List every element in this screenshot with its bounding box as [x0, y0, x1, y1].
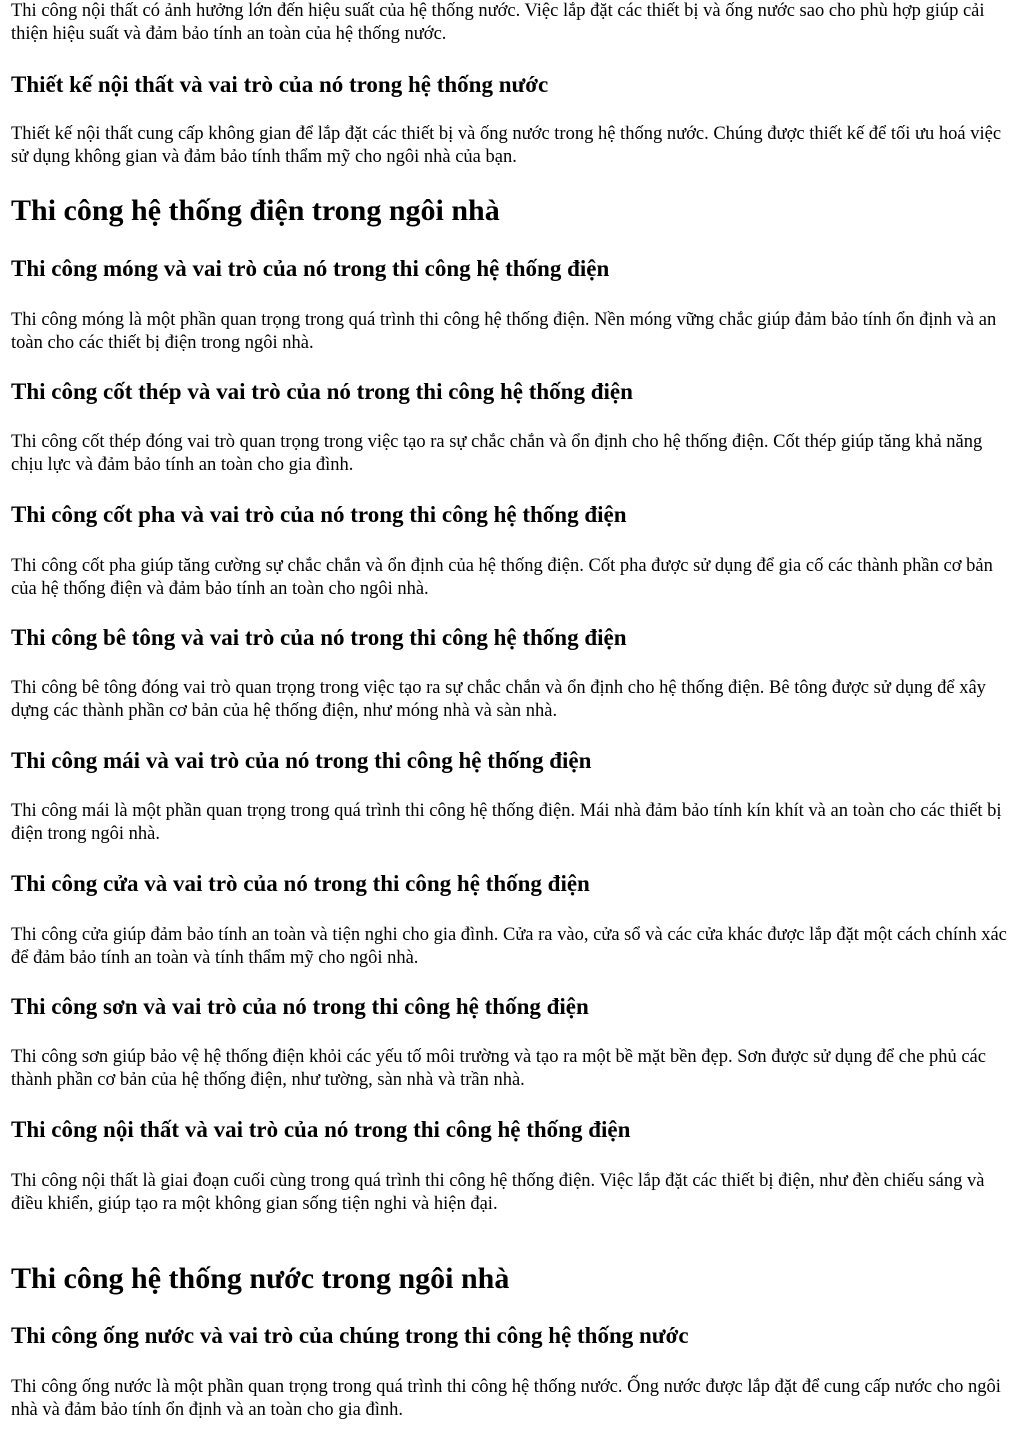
water-pipe-heading: Thi công ống nước và vai trò của chúng trong thi công hệ thống nước: [11, 1323, 689, 1348]
water-section-title: Thi công hệ thống nước trong ngôi nhà: [11, 1262, 510, 1295]
electrical-concrete-heading: Thi công bê tông và vai trò của nó trong thi công hệ thống điện: [11, 625, 627, 650]
electrical-interior-paragraph: Thi công nội thất là giai đoạn cuối cùng trong quá trình thi công hệ thống điện. Việc lắp đặt các thiết bị điện, như đèn chiếu sáng và điều khiển, giúp tạo ra một không gian sống tiện nghi và hiện đại.: [11, 1171, 985, 1214]
electrical-formwork-paragraph: Thi công cốt pha giúp tăng cường sự chắc chắn và ổn định của hệ thống điện. Cốt pha được sử dụng để gia cố các thành phần cơ bản của hệ thống điện và đảm bảo tính an toàn cho ngôi nhà.: [11, 556, 993, 599]
electrical-rebar-paragraph: Thi công cốt thép đóng vai trò quan trọng trong việc tạo ra sự chắc chắn và ổn định cho hệ thống điện. Cốt thép giúp tăng khả năng chịu lực và đảm bảo tính an toàn cho gia đình.: [11, 432, 983, 475]
electrical-roof-heading: Thi công mái và vai trò của nó trong thi công hệ thống điện: [11, 748, 592, 773]
electrical-rebar-heading: Thi công cốt thép và vai trò của nó trong thi công hệ thống điện: [11, 379, 633, 404]
electrical-interior-heading: Thi công nội thất và vai trò của nó trong thi công hệ thống điện: [11, 1117, 631, 1142]
intro-paragraph: Thi công nội thất có ảnh hưởng lớn đến hiệu suất của hệ thống nước. Việc lắp đặt các thiết bị và ống nước sao cho phù hợp giúp cải thiện hiệu suất và đảm bảo tính an toàn của hệ thống nước.: [11, 1, 985, 44]
electrical-concrete-paragraph: Thi công bê tông đóng vai trò quan trọng trong việc tạo ra sự chắc chắn và ổn định cho hệ thống điện. Bê tông được sử dụng để xây dựng các thành phần cơ bản của hệ thống điện, như móng nhà và sàn nhà.: [11, 678, 986, 721]
water-pipe-paragraph: Thi công ống nước là một phần quan trọng trong quá trình thi công hệ thống nước. Ống nước được lắp đặt để cung cấp nước cho ngôi nhà và đảm bảo tính ổn định và an toàn cho gia đình.: [11, 1377, 1001, 1420]
electrical-roof-paragraph: Thi công mái là một phần quan trọng trong quá trình thi công hệ thống điện. Mái nhà đảm bảo tính kín khít và an toàn cho các thiết bị điện trong ngôi nhà.: [11, 801, 1002, 844]
electrical-foundation-heading: Thi công móng và vai trò của nó trong thi công hệ thống điện: [11, 256, 610, 281]
electrical-section-title: Thi công hệ thống điện trong ngôi nhà: [11, 194, 500, 227]
interior-design-heading: Thiết kế nội thất và vai trò của nó trong hệ thống nước: [11, 72, 549, 97]
electrical-paint-paragraph: Thi công sơn giúp bảo vệ hệ thống điện khỏi các yếu tố môi trường và tạo ra một bề mặt bền đẹp. Sơn được sử dụng để che phủ các thành phần cơ bản của hệ thống điện, như tường, sàn nhà và trần nhà.: [11, 1047, 986, 1090]
electrical-door-heading: Thi công cửa và vai trò của nó trong thi công hệ thống điện: [11, 871, 590, 896]
electrical-door-paragraph: Thi công cửa giúp đảm bảo tính an toàn và tiện nghi cho gia đình. Cửa ra vào, cửa sổ và các cửa khác được lắp đặt một cách chính xác để đảm bảo tính an toàn và tính thẩm mỹ cho ngôi nhà.: [11, 925, 1007, 968]
electrical-foundation-paragraph: Thi công móng là một phần quan trọng trong quá trình thi công hệ thống điện. Nền móng vững chắc giúp đảm bảo tính ổn định và an toàn cho các thiết bị điện trong ngôi nhà.: [11, 310, 997, 353]
electrical-formwork-heading: Thi công cốt pha và vai trò của nó trong thi công hệ thống điện: [11, 502, 627, 527]
electrical-paint-heading: Thi công sơn và vai trò của nó trong thi công hệ thống điện: [11, 994, 589, 1019]
interior-design-paragraph: Thiết kế nội thất cung cấp không gian để lắp đặt các thiết bị và ống nước trong hệ thống nước. Chúng được thiết kế để tối ưu hoá việc sử dụng không gian và đảm bảo tính thẩm mỹ cho ngôi nhà của bạn.: [11, 124, 1002, 167]
